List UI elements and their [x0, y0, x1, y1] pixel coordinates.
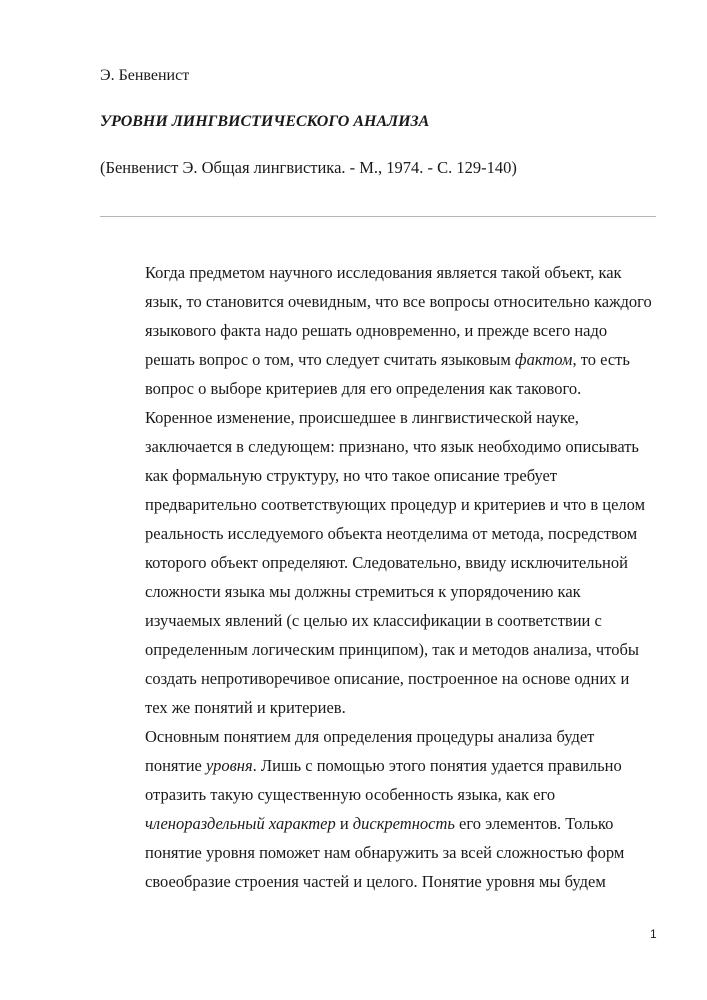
text-line [145, 490, 665, 519]
text-run: создать непротиворечивое описание, построенное на основе одних и [145, 669, 630, 688]
text-run: язык, то становится очевидным, что все вопросы относительно каждого [145, 292, 652, 311]
italic-term: членораздельный характер [145, 814, 336, 833]
text-run: предварительно соответствующих процедур и критериев и что в целом [145, 495, 646, 514]
text-run: вопрос о выборе критериев для его определения как такового. [145, 379, 582, 398]
text-line [145, 809, 665, 838]
text-line [145, 403, 665, 432]
page-number: 1 [650, 927, 657, 941]
italic-term: фактом [514, 350, 573, 369]
text-line [145, 722, 665, 751]
text-run: заключается в следующем: признано, что язык необходимо описывать [145, 437, 639, 456]
text-run: Основным понятием для определения процедуры анализа будет [145, 727, 595, 746]
text-line [145, 345, 665, 374]
text-run: сложности языка мы должны стремиться к упорядочению как [145, 582, 581, 601]
divider-line [100, 216, 656, 217]
text-run: тех же понятий и критериев. [145, 698, 346, 717]
text-run: языкового факта надо решать одновременно, и прежде всего надо [145, 321, 608, 340]
text-run: определенным логическим принципом), так и методов анализа, чтобы [145, 640, 639, 659]
text-line [145, 316, 665, 345]
text-line [145, 287, 665, 316]
text-run: отразить такую существенную особенность языка, как его [145, 785, 556, 804]
text-line [145, 867, 665, 896]
text-line [145, 780, 665, 809]
body-text [145, 258, 665, 896]
author-name: Э. Бенвенист [100, 67, 190, 84]
text-run: . Лишь с помощью этого понятия удается правильно [252, 756, 622, 775]
text-line [145, 664, 665, 693]
text-run: , то есть [572, 350, 630, 369]
italic-term: дискретность [352, 814, 455, 833]
text-run: и [335, 814, 353, 833]
text-line [145, 838, 665, 867]
text-run: своеобразие строения частей и целого. Понятие уровня мы будем [145, 872, 606, 891]
text-run: Коренное изменение, происшедшее в лингвистической науке, [145, 408, 579, 427]
text-run: понятие [145, 756, 206, 775]
text-line [145, 374, 665, 403]
text-line [145, 577, 665, 606]
text-line [145, 432, 665, 461]
text-line [145, 751, 665, 780]
text-run: изучаемых явлений (с целью их классификации в соответствии с [145, 611, 602, 630]
text-line [145, 548, 665, 577]
text-line [145, 635, 665, 664]
text-line [145, 258, 665, 287]
text-run: понятие уровня поможет нам обнаружить за всей сложностью форм [145, 843, 625, 862]
text-line [145, 519, 665, 548]
text-line [145, 606, 665, 635]
source-citation: (Бенвенист Э. Общая лингвистика. - М., 1974. - С. 129-140) [100, 158, 517, 177]
document-title: УРОВНИ ЛИНГВИСТИЧЕСКОГО АНАЛИЗА [100, 113, 430, 130]
text-run: его элементов. Только [454, 814, 614, 833]
text-line [145, 461, 665, 490]
text-run: как формальную структуру, но что такое описание требует [145, 466, 558, 485]
text-run: которого объект определяют. Следовательно, ввиду исключительной [145, 553, 628, 572]
text-line [145, 693, 665, 722]
text-run: реальность исследуемого объекта неотделима от метода, посредством [145, 524, 638, 543]
italic-term: уровня [206, 756, 253, 775]
text-run: Когда предметом научного исследования является такой объект, как [145, 263, 622, 282]
text-run: решать вопрос о том, что следует считать языковым [145, 350, 515, 369]
